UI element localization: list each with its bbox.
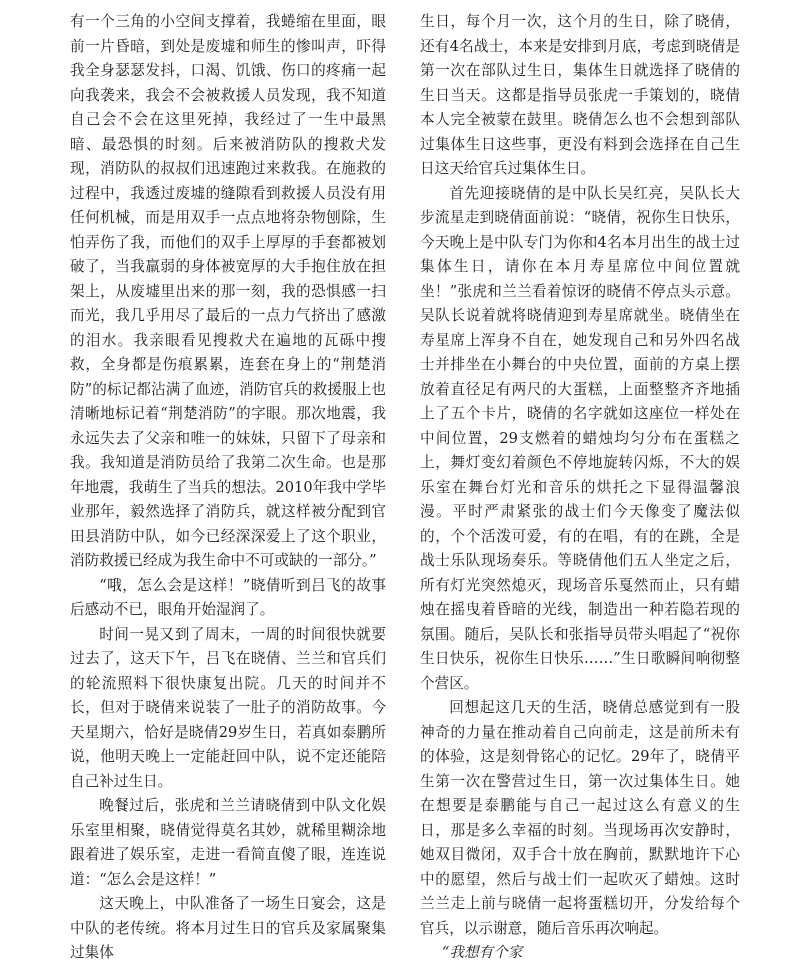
right-paragraph-3: 回想起这几天的生活，晓倩总感觉到有一股神奇的力量在推动着自己向前走，这是前所未有的体验，这是刻骨铭心的记忆。29年了，晓倩平生第一次在警营过生日，第一次过集体生日。她在想要是泰鹏能与自己一起过这么有意义的生日，那是多么幸福的时刻。当现场再次安静时，她双目微闭，双手合十放在胸前，默默地许下心中的愿望，然后与战士们一起吹灭了蜡烛。这时兰兰走上前与晓倩一起将蛋糕切开，分发给每个官兵，以示谢意，随后音乐再次响起。: [420, 699, 740, 937]
left-paragraph-2: “哦，怎么会是这样！”晓倩听到吕飞的故事后感动不已，眼角开始湿润了。: [70, 576, 386, 618]
right-song-fragment: “我想有个家: [441, 944, 523, 961]
left-column: [70, 10, 386, 966]
right-paragraph-1: 生日，每个月一次，这个月的生日，除了晓倩，还有4名战士，本来是安排到月底，考虑到晓倩是第一次在部队过生日，集体生日就选择了晓倩的生日当天。这都是指导员张虎一手策划的，晓倩本人完全被蒙在鼓里。晓倩怎么也不会想到部队过集体生日这些事，更没有料到会选择在自己生日这天给官兵过集体生日。: [420, 13, 740, 177]
left-paragraph-5: 这天晚上，中队准备了一场生日宴会，这是中队的老传统。将本月过生日的官兵及家属聚集过集体: [70, 895, 386, 961]
left-paragraph-1: 有一个三角的小空间支撑着，我蜷缩在里面，眼前一片昏暗，到处是废墟和师生的惨叫声，吓得我全身瑟瑟发抖，口渴、饥饿、伤口的疼痛一起向我袭来，我会不会被救援人员发现，我不知道自己会不会在这里死掉，我经过了一生中最黑暗、最恐惧的时刻。后来被消防队的搜救犬发现，消防队的叔叔们迅速跑过来救我。在施救的过程中，我透过废墟的缝隙看到救援人员没有用任何机械，而是用双手一点点地将杂物刨除，生怕弄伤了我，而他们的双手上厚厚的手套都被划破了，当我羸弱的身体被宽厚的大手抱住放在担架上，从废墟里出来的那一刻，我的恐惧感一扫而光，我几乎用尽了最后的一点力气挤出了感激的泪水。我亲眼看见搜救犬在遍地的瓦砾中搜救，全身都是伤痕累累，连套在身上的“荆楚消防”的标记都沾满了血迹，消防官兵的救援服上也清晰地标记着“荆楚消防”的字眼。那次地震，我永远失去了父亲和唯一的妹妹，只留下了母亲和我。我知道是消防员给了我第二次生命。也是那年地震，我萌生了当兵的想法。2010年我中学毕业那年，毅然选择了消防兵，就这样被分配到官田县消防中队，如今已经深深爱上了这个职业，消防救援已经成为我生命中不可或缺的一部分。”: [70, 13, 386, 569]
left-paragraph-4: 晚餐过后，张虎和兰兰请晓倩到中队文化娱乐室里相聚，晓倩觉得莫名其妙，就稀里糊涂地跟着进了娱乐室，走进一看简直傻了眼，连连说道：“怎么会是这样！”: [70, 797, 386, 888]
right-column: [420, 10, 740, 966]
left-paragraph-3: 时间一晃又到了周末，一周的时间很快就要过去了，这天下午，吕飞在晓倩、兰兰和官兵们的轮流照料下很快康复出院。几天的时间并不长，但对于晓倩来说装了一肚子的消防故事。今天星期六，恰好是晓倩29岁生日，若真如泰鹏所说，他明天晚上一定能赶回中队，说不定还能陪自己补过生日。: [70, 625, 386, 790]
right-paragraph-2: 首先迎接晓倩的是中队长吴红亮，吴队长大步流星走到晓倩面前说：“晓倩，祝你生日快乐，今天晚上是中队专门为你和4名本月出生的战士过集体生日，请你在本月寿星席位中间位置就坐！”张虎和兰兰看着惊讶的晓倩不停点头示意。吴队长说着就将晓倩迎到寿星席就坐。晓倩坐在寿星席上浑身不自在，她发现自己和另外四名战士并排坐在小舞台的中央位置，面前的方桌上摆放着直径足有两尺的大蛋糕，上面整整齐齐地插上了五个卡片，晓倩的名字就如这座位一样处在中间位置，29支燃着的蜡烛均匀分布在蛋糕之上，舞灯变幻着颜色不停地旋转闪烁，不大的娱乐室在舞台灯光和音乐的烘托之下显得温馨浪漫。平时严肃紧张的战士们今天像变了魔法似的，个个活泼可爱，有的在唱，有的在跳，全是战士乐队现场奏乐。等晓倩他们五人坐定之后，所有灯光突然熄灭，现场音乐戛然而止，只有蜡烛在摇曳着昏暗的光线，制造出一种若隐若现的氛围。随后，吴队长和张指导员带头唱起了“祝你生日快乐，祝你生日快乐……”生日歌瞬间响彻整个营区。: [420, 184, 740, 692]
